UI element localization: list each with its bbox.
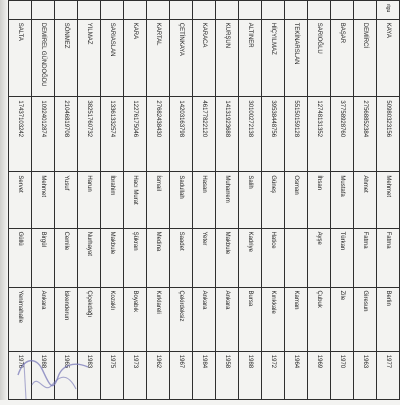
birthplace-cell: Çiçekdağı: [78, 287, 101, 351]
table-row: [101, 1, 124, 400]
id-number-cell: 10924012874: [32, 97, 55, 172]
table-row: [170, 1, 193, 400]
mother-name-cell: Saadet: [170, 228, 193, 287]
mother-name-cell: Yeter: [193, 228, 216, 287]
birthplace-cell: Kırklareli: [147, 287, 170, 351]
mother-name-cell: Kadriye: [239, 228, 262, 287]
row-margin-cell: [331, 1, 354, 20]
mother-name-cell: Makbule: [216, 228, 239, 287]
table-row: [239, 1, 262, 400]
id-number-cell: 50980323156: [377, 97, 400, 172]
birthplace-cell: İskenderun: [55, 287, 78, 351]
birth-year-cell: 1983: [78, 351, 101, 399]
surname-cell: KURŞUN: [216, 19, 239, 97]
birthplace-cell: Kozaklı: [101, 287, 124, 351]
mother-name-cell: Şükran: [124, 228, 147, 287]
surname-cell: BAŞAR: [331, 19, 354, 97]
mother-name-cell: Türkan: [331, 228, 354, 287]
row-margin-cell: [239, 1, 262, 20]
birth-year-cell: 1976: [9, 351, 32, 399]
father-name-cell: Yusuf: [55, 172, 78, 228]
mother-name-cell: Güllü: [9, 228, 32, 287]
father-name-cell: Mehmet: [32, 172, 55, 228]
surname-cell: KARTAL: [147, 19, 170, 97]
row-margin-cell: [262, 1, 285, 20]
table-row: [308, 1, 331, 400]
surname-cell: YILMAZ: [78, 19, 101, 97]
father-name-cell: Muharrem: [216, 172, 239, 228]
birthplace-cell: Ankara: [216, 287, 239, 351]
id-number-cell: 13361332574: [101, 97, 124, 172]
id-number-cell: 12276175046: [124, 97, 147, 172]
mother-name-cell: Ayşe: [308, 228, 331, 287]
birthplace-cell: Zile: [331, 287, 354, 351]
id-number-cell: 46177822120: [193, 97, 216, 172]
id-number-cell: 30100272138: [239, 97, 262, 172]
birth-year-cell: 1975: [101, 351, 124, 399]
table-row: [216, 1, 239, 400]
id-number-cell: 38251760732: [78, 97, 101, 172]
table-row: [354, 1, 377, 400]
surname-cell: SARIOĞLU: [308, 19, 331, 97]
father-name-cell: Servet: [9, 172, 32, 228]
table-row: [55, 1, 78, 400]
surname-cell: HİÇYILMAZ: [262, 19, 285, 97]
father-name-cell: Harun: [78, 172, 101, 228]
row-margin-cell: [32, 1, 55, 20]
mother-name-cell: Hatice: [262, 228, 285, 287]
birth-year-cell: 1970: [331, 351, 354, 399]
table-row: [78, 1, 101, 400]
table-row: [32, 1, 55, 400]
table-row: [124, 1, 147, 400]
id-number-cell: 14203163798: [170, 97, 193, 172]
father-name-cell: Ahmet: [354, 172, 377, 228]
surname-cell: ÇETİNKAYA: [170, 19, 193, 97]
birth-year-cell: 1962: [147, 351, 170, 399]
birthplace-cell: Çubuk: [308, 287, 331, 351]
birth-year-cell: 1969: [308, 351, 331, 399]
surname-cell: KARA: [124, 19, 147, 97]
row-margin-cell: [55, 1, 78, 20]
birth-year-cell: 1967: [170, 351, 193, 399]
row-margin-cell: [78, 1, 101, 20]
birth-year-cell: 1965: [55, 351, 78, 399]
birth-year-cell: 1972: [262, 351, 285, 399]
id-number-cell: 14131923688: [216, 97, 239, 172]
birthplace-cell: Bursa: [239, 287, 262, 351]
id-number-cell: 39538448756: [262, 97, 285, 172]
mother-name-cell: Fatma: [377, 228, 400, 287]
birth-year-cell: 1973: [124, 351, 147, 399]
father-name-cell: Hasan: [193, 172, 216, 228]
birthplace-cell: Ankara: [32, 287, 55, 351]
surname-cell: KARACA: [193, 19, 216, 97]
father-name-cell: Osman: [285, 172, 308, 228]
surname-cell: KAYA: [377, 19, 400, 97]
mother-name-cell: Fatma: [354, 228, 377, 287]
row-margin-cell: [9, 1, 32, 20]
father-name-cell: Mehmet: [377, 172, 400, 228]
surname-cell: TEKİNARSLAN: [285, 19, 308, 97]
father-name-cell: Sadullah: [170, 172, 193, 228]
id-number-cell: 55150159128: [285, 97, 308, 172]
id-number-cell: 27682438430: [147, 97, 170, 172]
row-margin-cell: [147, 1, 170, 20]
row-margin-cell: [170, 1, 193, 20]
surname-cell: DEMİREL GÜNDOĞDU: [32, 19, 55, 97]
row-margin-cell: [216, 1, 239, 20]
row-margin-cell: [354, 1, 377, 20]
mother-name-cell: Medina: [147, 228, 170, 287]
mother-name-cell: Birgül: [32, 228, 55, 287]
mother-name-cell: [285, 228, 308, 287]
birth-year-cell: 1977: [377, 351, 400, 399]
father-name-cell: Hacı Murat: [124, 172, 147, 228]
birth-year-cell: 1958: [216, 351, 239, 399]
birthplace-cell: Yenimahalle: [9, 287, 32, 351]
birthplace-cell: Kırıkkale: [262, 287, 285, 351]
birth-year-cell: 1964: [285, 351, 308, 399]
header-fragment: ıtgu: [385, 4, 391, 13]
surname-cell: SARIASLAN: [101, 19, 124, 97]
id-number-cell: 21046819708: [55, 97, 78, 172]
table-row: [377, 1, 400, 400]
id-number-cell: 27568852384: [354, 97, 377, 172]
birthplace-cell: Çekirdeksiz: [170, 287, 193, 351]
birthplace-cell: Giresun: [354, 287, 377, 351]
row-margin-cell: [124, 1, 147, 20]
father-name-cell: Salih: [239, 172, 262, 228]
table-row: [193, 1, 216, 400]
mother-name-cell: Makbule: [101, 228, 124, 287]
row-margin-cell: [308, 1, 331, 20]
mother-name-cell: Cemile: [55, 228, 78, 287]
row-margin-cell: [101, 1, 124, 20]
row-margin-cell: [377, 1, 400, 20]
birth-year-cell: 1988: [32, 351, 55, 399]
table-row: [147, 1, 170, 400]
birthplace-cell: Boyabık: [124, 287, 147, 351]
id-number-cell: 17437103242: [9, 97, 32, 172]
surname-cell: DEMİRCİ: [354, 19, 377, 97]
birth-year-cell: 1963: [354, 351, 377, 399]
table-row: [262, 1, 285, 400]
id-number-cell: 37758928760: [331, 97, 354, 172]
father-name-cell: İbrahim: [101, 172, 124, 228]
birthplace-cell: Ankara: [193, 287, 216, 351]
birth-year-cell: 1988: [239, 351, 262, 399]
table-row: [9, 1, 32, 400]
id-number-cell: 12748131352: [308, 97, 331, 172]
surname-cell: ALTINER: [239, 19, 262, 97]
father-name-cell: Güneş: [262, 172, 285, 228]
mother-name-cell: Nurhayat: [78, 228, 101, 287]
birthplace-cell: Kaman: [285, 287, 308, 351]
surname-cell: SALTA: [9, 19, 32, 97]
row-margin-cell: [193, 1, 216, 20]
row-margin-cell: [285, 1, 308, 20]
table-row: [285, 1, 308, 400]
birthplace-cell: Berlin: [377, 287, 400, 351]
father-name-cell: Mustafa: [331, 172, 354, 228]
father-name-cell: İhsan: [308, 172, 331, 228]
birth-year-cell: 1984: [193, 351, 216, 399]
table-row: [331, 1, 354, 400]
father-name-cell: İsmail: [147, 172, 170, 228]
records-table: [8, 0, 400, 400]
surname-cell: SÖNMEZ: [55, 19, 78, 97]
